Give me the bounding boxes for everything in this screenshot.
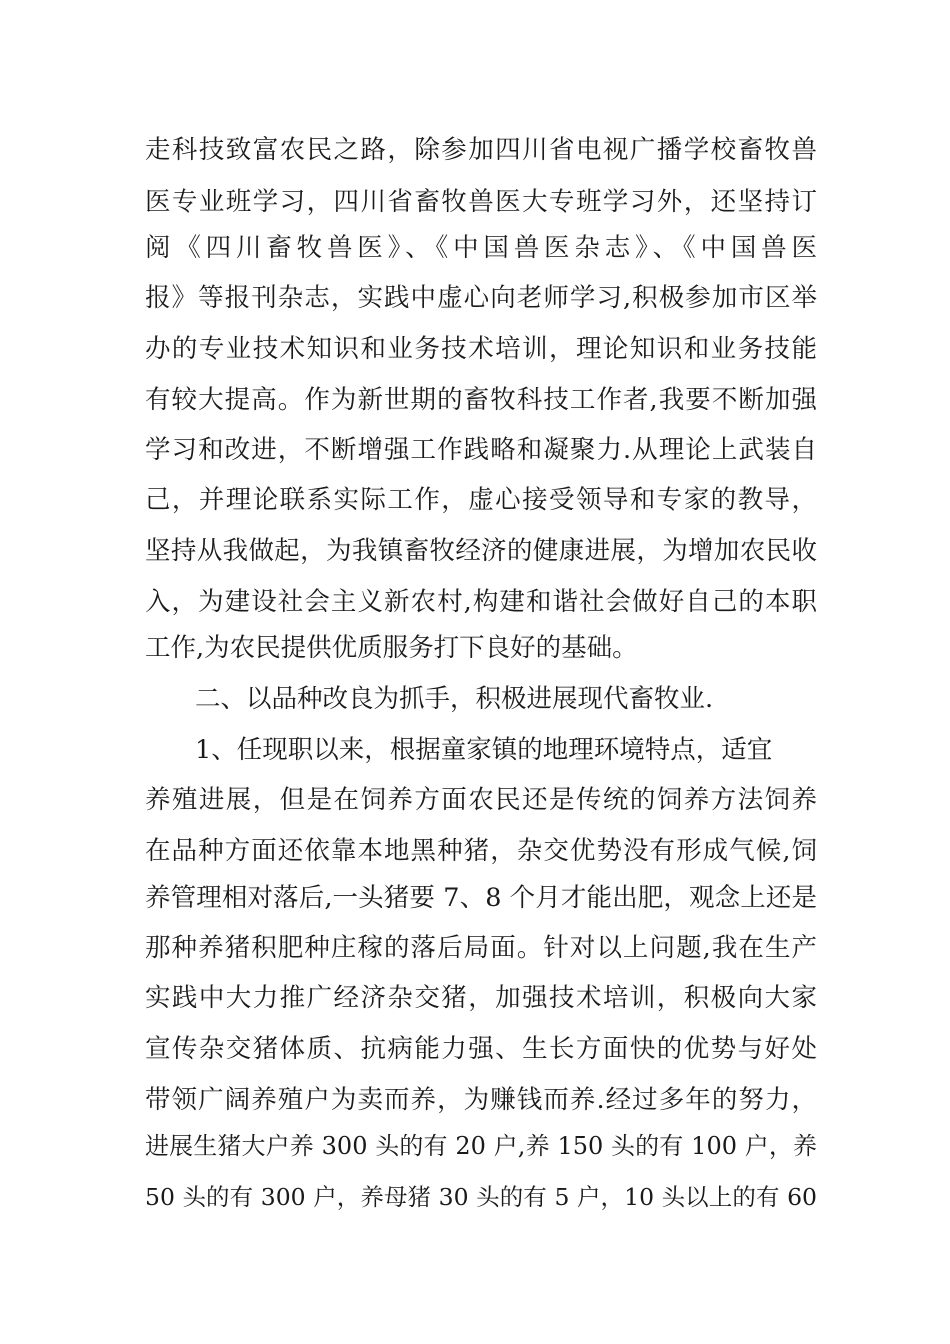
text-line-15: 在品种方面还依靠本地黑种猪，杂交优势没有形成气候,饲 xyxy=(145,836,817,866)
text-line-13: 1、任现职以来，根据童家镇的地理环境特点，适宜 xyxy=(195,735,773,765)
text-line-1: 走科技致富农民之路，除参加四川省电视广播学校畜牧兽 xyxy=(145,135,817,165)
text-line-22: 50 头的有 300 户，养母猪 30 头的有 5 户，10 头以上的有 60 xyxy=(145,1183,817,1211)
text-line-20: 带领广阔养殖户为卖而养，为赚钱而养.经过多年的努力， xyxy=(145,1085,817,1115)
text-line-14: 养殖进展，但是在饲养方面农民还是传统的饲养方法饲养 xyxy=(145,785,817,815)
text-line-9: 坚持从我做起，为我镇畜牧经济的健康进展，为增加农民收 xyxy=(145,536,817,566)
text-line-4: 报》等报刊杂志，实践中虚心向老师学习,积极参加市区举 xyxy=(145,283,817,313)
text-line-19: 宣传杂交猪体质、抗病能力强、生长方面快的优势与好处 xyxy=(145,1034,817,1064)
text-line-21: 进展生猪大户养 300 头的有 20 户,养 150 头的有 100 户，养 xyxy=(145,1132,817,1160)
text-line-16: 养管理相对落后,一头猪要 7、8 个月才能出肥，观念上还是 xyxy=(145,883,817,913)
text-line-18: 实践中大力推广经济杂交猪，加强技术培训，积极向大家 xyxy=(145,983,817,1013)
text-line-11: 工作,为农民提供优质服务打下良好的基础。 xyxy=(145,633,638,663)
text-line-7: 学习和改进，不断增强工作践略和凝聚力.从理论上武装自 xyxy=(145,435,817,465)
text-line-5: 办的专业技术知识和业务技术培训，理论知识和业务技能 xyxy=(145,334,817,364)
text-line-3: 阅《四川畜牧兽医》、《中国兽医杂志》、《中国兽医 xyxy=(145,233,817,263)
text-line-17: 那种养猪积肥种庄稼的落后局面。针对以上问题,我在生产 xyxy=(145,933,817,963)
text-line-2: 医专业班学习，四川省畜牧兽医大专班学习外，还坚持订 xyxy=(145,187,817,217)
text-line-10: 入，为建设社会主义新农村,构建和谐社会做好自己的本职 xyxy=(145,587,817,617)
text-line-6: 有较大提高。作为新世期的畜牧科技工作者,我要不断加强 xyxy=(145,385,817,415)
section-heading: 二、以品种改良为抓手，积极进展现代畜牧业. xyxy=(195,684,714,714)
text-line-8: 己，并理论联系实际工作，虚心接受领导和专家的教导， xyxy=(145,485,817,515)
